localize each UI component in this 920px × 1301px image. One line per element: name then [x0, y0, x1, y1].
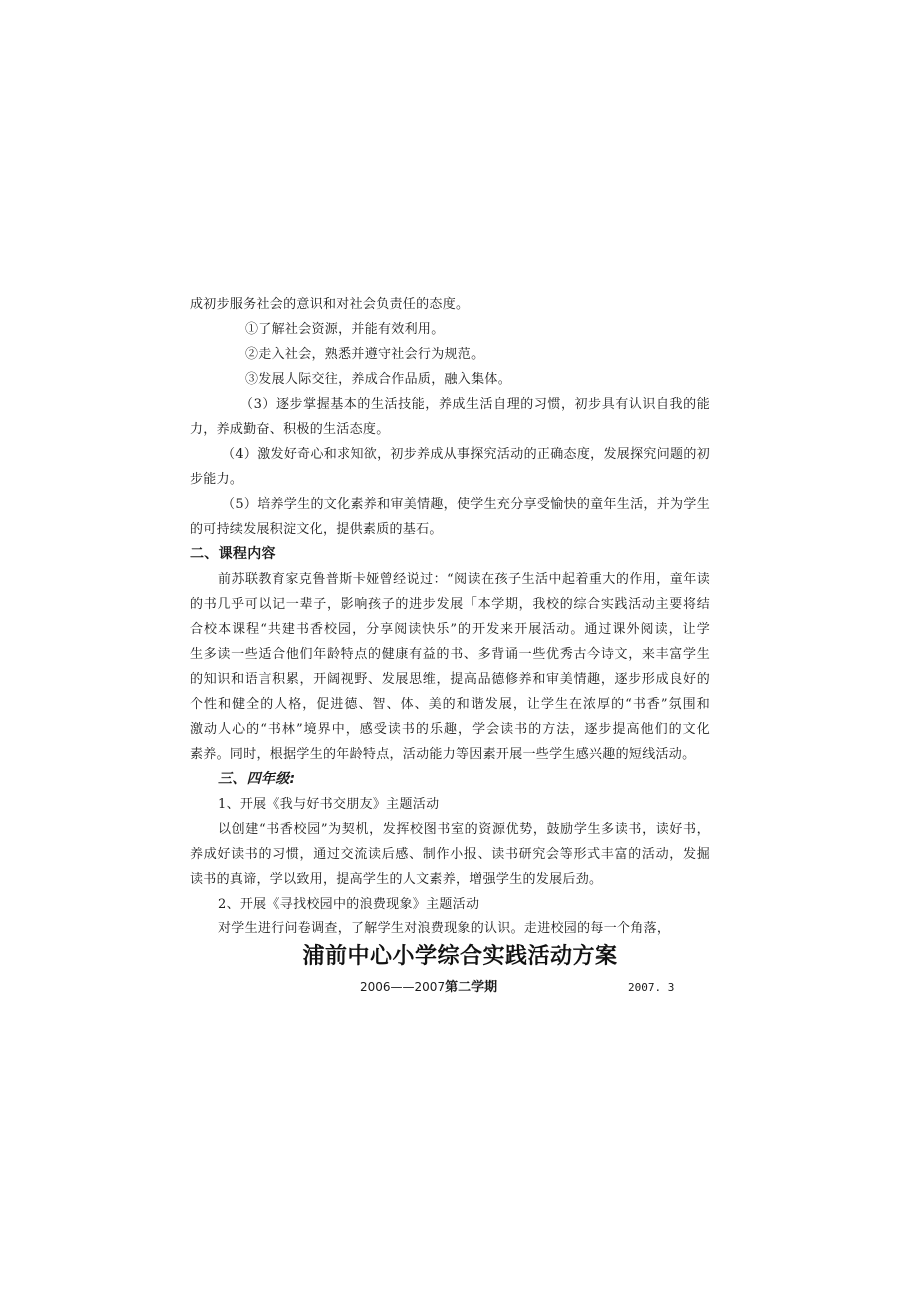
- text-line: 素养。同时，根据学生的年龄特点，活动能力等因素开展一些学生感兴趣的短线活动。: [190, 747, 696, 762]
- text-line: 的书几乎可以记一辈子，影响孩子的进步发展「本学期，我校的综合实践活动主要将结: [190, 597, 710, 612]
- text-line: 对学生进行问卷调查，了解学生对浪费现象的认识。走进校园的每一个角落，: [218, 921, 671, 936]
- text-line: （3）逐步掌握基本的生活技能，养成生活自理的习惯，初步具有认识自我的能: [240, 397, 710, 412]
- text-line: 个性和健全的人格，促进德、智、体、美的和谐发展，让学生在浓厚的“书香”氛围和: [190, 697, 710, 712]
- text-line: 激动人心的“书林”境界中，感受读书的乐趣，学会读书的方法，逐步提高他们的文化: [190, 722, 710, 737]
- text-line: 的知识和语言积累，开阔视野、发展思维，提高品德修养和审美情趣，逐步形成良好的: [190, 672, 710, 687]
- term-semester: 第二学期: [445, 980, 498, 995]
- list-item: ①了解社会资源，并能有效利用。: [245, 322, 445, 337]
- text-line: 读书的真谛，学以致用，提高学生的人文素养，增强学生的发展后劲。: [190, 872, 603, 887]
- text-line: （4）激发好奇心和求知欲，初步养成从事探究活动的正确态度，发展探究问题的初: [222, 447, 710, 462]
- text-line: 步能力。: [190, 472, 244, 487]
- list-item: ②走入社会，熟悉并遵守社会行为规范。: [245, 347, 485, 362]
- text-line: （5）培养学生的文化素养和审美情趣，使学生充分享受愉快的童年生活，并为学生: [222, 497, 710, 512]
- text-line: 力，养成勤奋、积极的生活态度。: [190, 422, 390, 437]
- text-line: 生多读一些适合他们年龄特点的健康有益的书、多背诵一些优秀古今诗文，来丰富学生: [190, 647, 710, 662]
- subsection-heading: 2、开展《寻找校园中的浪费现象》主题活动: [218, 897, 480, 912]
- term-line: [360, 979, 497, 996]
- section-heading: 二、课程内容: [190, 546, 276, 562]
- text-line: 养成好读书的习惯，通过交流读后感、制作小报、读书研究会等形式丰富的活动，发掘: [190, 847, 710, 862]
- list-item: ③发展人际交往，养成合作品质，融入集体。: [245, 372, 512, 387]
- document-title: 浦前中心小学综合实践活动方案: [302, 944, 618, 969]
- document-date: 2007. 3: [628, 981, 675, 994]
- text-line: 成初步服务社会的意识和对社会负责任的态度。: [190, 297, 470, 312]
- section-heading: 三、四年级:: [218, 771, 296, 787]
- text-line: 合校本课程“共建书香校园，分享阅读快乐”的开发来开展活动。通过课外阅读，让学: [190, 622, 710, 637]
- text-line: 前苏联教育家克鲁普斯卡娅曾经说过：“阅读在孩子生活中起着重大的作用，童年读: [218, 572, 710, 587]
- text-line: 的可持续发展积淀文化，提供素质的基石。: [190, 522, 443, 537]
- term-years: 2006——2007: [360, 980, 446, 994]
- subsection-heading: 1、开展《我与好书交朋友》主题活动: [218, 797, 440, 812]
- text-line: 以创建“书香校园”为契机，发挥校图书室的资源优势，鼓励学生多读书，读好书，: [218, 822, 710, 837]
